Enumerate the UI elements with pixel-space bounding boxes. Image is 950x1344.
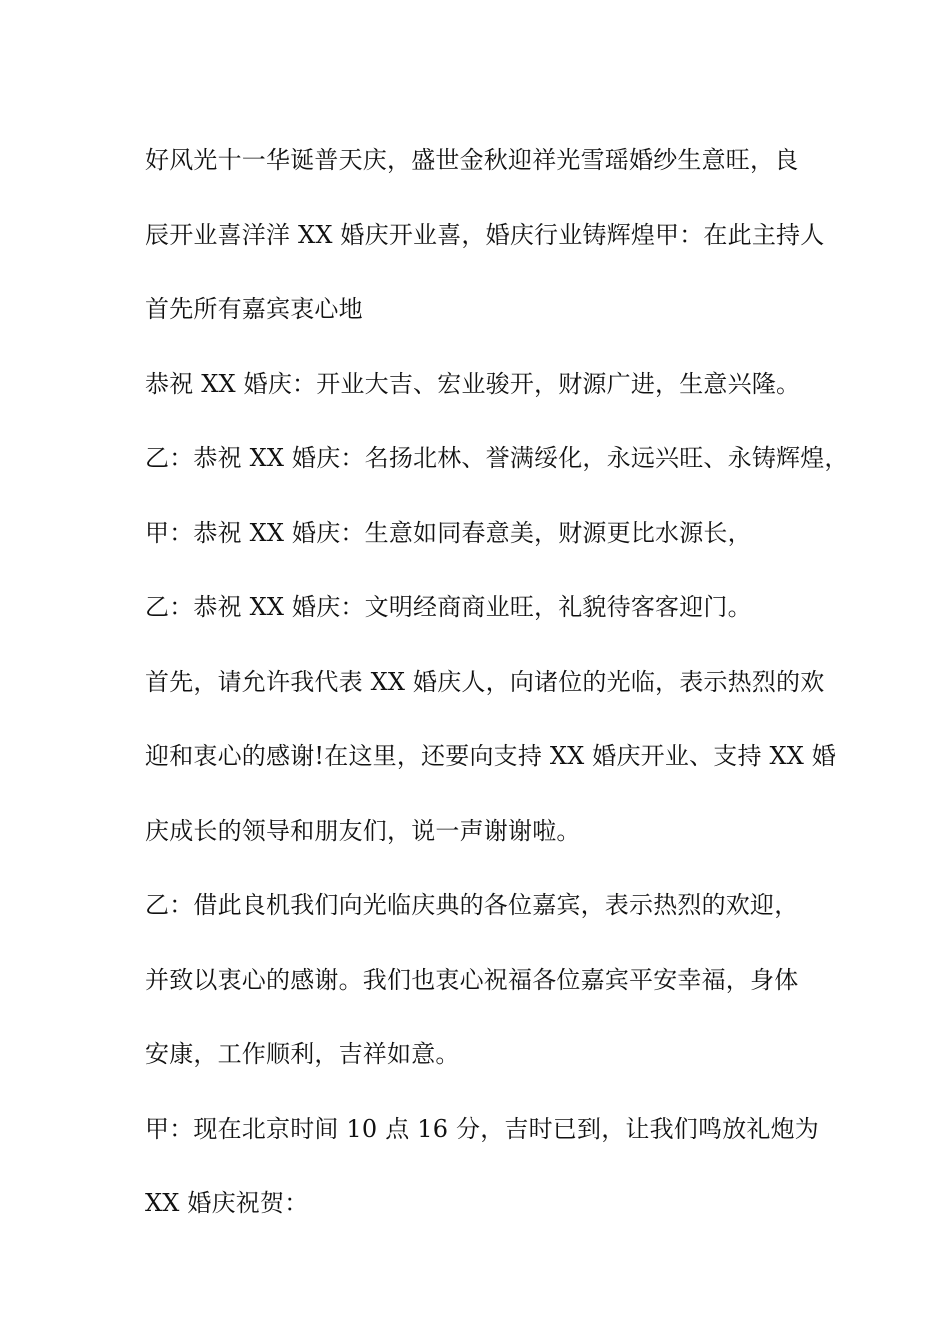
text-line: 首先，请允许我代表 XX 婚庆人，向诸位的光临，表示热烈的欢 [145, 667, 825, 696]
text-line: 迎和衷心的感谢!在这里，还要向支持 XX 婚庆开业、支持 XX 婚 [145, 742, 837, 770]
text-line: XX 婚庆祝贺： [145, 1189, 309, 1217]
text-line: 恭祝 XX 婚庆：开业大吉、宏业骏开，财源广进，生意兴隆。 [145, 369, 801, 398]
text-line: 安康，工作顺利，吉祥如意。 [145, 1040, 460, 1068]
text-line: 乙：借此良机我们向光临庆典的各位嘉宾，表示热烈的欢迎， [145, 891, 799, 919]
document-body [145, 123, 849, 1241]
text-line: 辰开业喜洋洋 XX 婚庆开业喜，婚庆行业铸辉煌甲：在此主持人 [145, 220, 825, 249]
text-line: 好风光十一华诞普天庆，盛世金秋迎祥光雪瑶婚纱生意旺，良 [145, 146, 799, 174]
text-line: 庆成长的领导和朋友们，说一声谢谢啦。 [145, 816, 581, 845]
text-line: 首先所有嘉宾衷心地 [145, 295, 363, 323]
text-line: 乙：恭祝 XX 婚庆：名扬北林、誉满绥化，永远兴旺、永铸辉煌， [145, 444, 849, 472]
text-line: 甲：恭祝 XX 婚庆：生意如同春意美，财源更比水源长， [145, 518, 752, 547]
text-line: 乙：恭祝 XX 婚庆：文明经商商业旺，礼貌待客客迎门。 [145, 593, 752, 621]
text-line: 并致以衷心的感谢。我们也衷心祝福各位嘉宾平安幸福，身体 [145, 965, 799, 994]
text-line: 甲：现在北京时间 10 点 16 分，吉时已到，让我们鸣放礼炮为 [145, 1114, 819, 1143]
